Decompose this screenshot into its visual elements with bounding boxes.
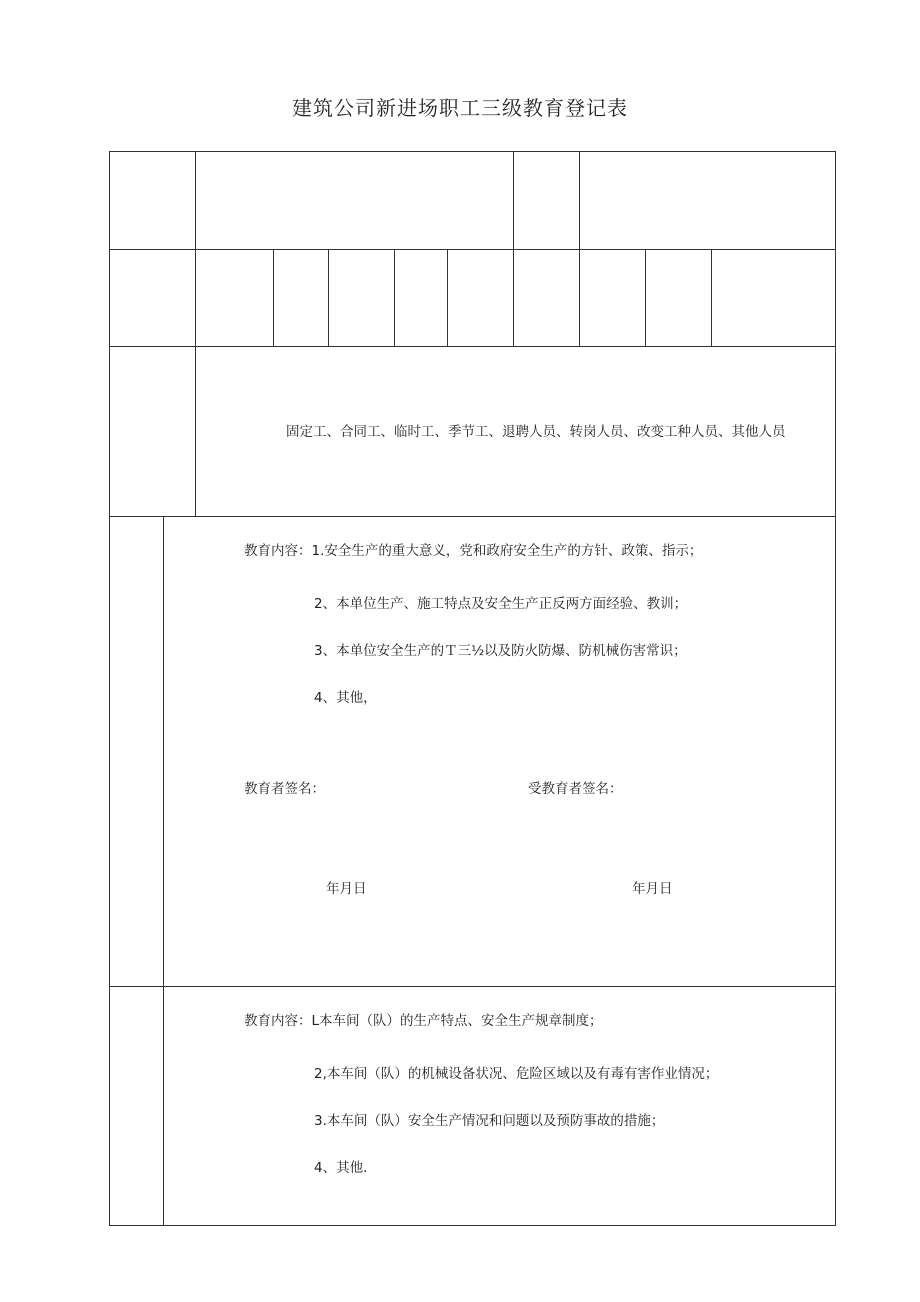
table-border-left: [109, 151, 110, 1226]
cell-divider: [394, 249, 395, 346]
cell-divider: [273, 249, 274, 346]
cell-divider: [645, 249, 646, 346]
page-title: 建筑公司新进场职工三级教育登记表: [292, 96, 628, 120]
trainee-signature-label: 受教育者签名：: [528, 781, 623, 797]
table-border-top: [109, 151, 836, 152]
table-row-divider: [109, 516, 836, 517]
company-education-item-3: 3、本单位安全生产的Ｔ三½以及防火防爆、防机械伤害常识；: [314, 643, 687, 659]
table-border-bottom: [109, 1225, 836, 1226]
table-row-divider: [109, 346, 836, 347]
worker-type-options: 固定工、合同工、临时工、季节工、退聘人员、转岗人员、改变工种人员、其他人员: [286, 424, 786, 440]
cell-divider: [447, 249, 448, 346]
cell-divider: [513, 151, 514, 249]
workshop-education-item-4: 4、其他.: [314, 1160, 368, 1176]
table-row-divider: [109, 986, 836, 987]
table-border-right: [835, 151, 836, 1226]
cell-divider: [711, 249, 712, 346]
cell-divider: [513, 249, 514, 346]
cell-divider: [328, 249, 329, 346]
label-column-divider: [195, 151, 196, 516]
trainee-date-label: 年月日: [632, 881, 673, 897]
company-education-item-2: 2、本单位生产、施工特点及安全生产正反两方面经验、教训；: [314, 596, 688, 612]
company-education-content: 教育内容：1.安全生产的重大意义，党和政府安全生产的方针、政策、指示；: [244, 543, 703, 559]
educator-signature-label: 教育者签名：: [244, 781, 325, 797]
educator-date-label: 年月日: [326, 881, 367, 897]
workshop-education-content: 教育内容：L本车间（队）的生产特点、安全生产规章制度；: [244, 1013, 603, 1029]
workshop-education-item-3: 3.本车间（队）安全生产情况和问题以及预防事故的措施；: [314, 1113, 665, 1129]
table-row-divider: [109, 249, 836, 250]
workshop-education-item-2: 2,本车间（队）的机械设备状况、危险区域以及有毒有害作业情况；: [314, 1066, 719, 1082]
company-education-item-4: 4、其他，: [314, 690, 377, 706]
education-label-divider: [163, 516, 164, 1226]
cell-divider: [579, 151, 580, 249]
cell-divider: [579, 249, 580, 346]
